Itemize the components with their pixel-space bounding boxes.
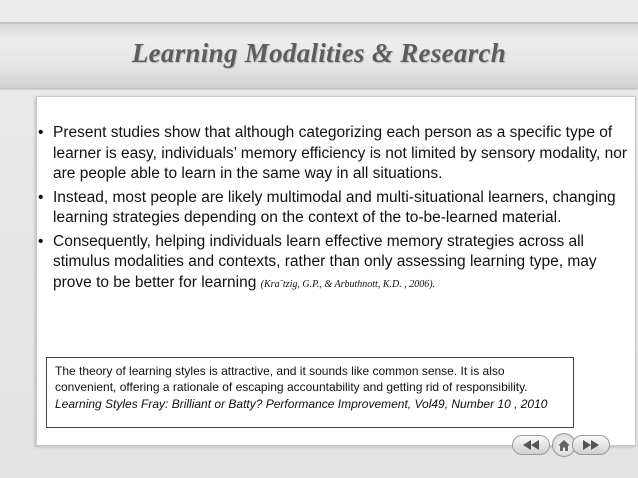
- quote-box: [46, 357, 574, 428]
- bullet-item: [38, 188, 628, 229]
- bullet-marker: •: [38, 188, 44, 206]
- bullet-item: [38, 232, 628, 296]
- bullet-text: Consequently, helping individuals learn effective memory strategies across all stimulus modalities and contexts, rather than only assessing learning type, may prove to be better for learning: [53, 232, 597, 291]
- bullet-list: [38, 123, 628, 298]
- quote-text: The theory of learning styles is attractive, and it sounds like common sense. It is also convenient, offering a rationale of escaping accountability and getting rid of responsibility.: [55, 364, 528, 394]
- bullet-marker: •: [38, 124, 44, 141]
- home-icon: [557, 439, 571, 452]
- bullet-text: Instead, most people are likely multimodal and multi-situational learners, changing learning strategies depending on the context of the to-be-learned material.: [53, 188, 616, 226]
- next-slide-button[interactable]: [572, 435, 610, 455]
- citation: (Kra¨tzig, G.P., & Arbuthnott, K.D. , 2006).: [260, 278, 436, 290]
- slide-navigation: [512, 435, 612, 457]
- rewind-icon: [522, 440, 540, 450]
- slide-title: Learning Modalities & Research: [131, 38, 507, 68]
- bullet-marker: •: [38, 232, 44, 250]
- fast-forward-icon: [582, 440, 600, 450]
- previous-slide-button[interactable]: [512, 435, 550, 455]
- title-band-line: [0, 22, 638, 24]
- quote-source: Learning Styles Fray: Brilliant or Batty? Performance Improvement, Vol49, Number 10 , 2010: [55, 397, 548, 411]
- bullet-item: [38, 123, 628, 185]
- bullet-text: Present studies show that although categorizing each person as a specific type of learner is easy, individuals’ memory efficiency is not limited by sensory modality, nor are people able to learn in the same way in all situations.: [53, 124, 628, 182]
